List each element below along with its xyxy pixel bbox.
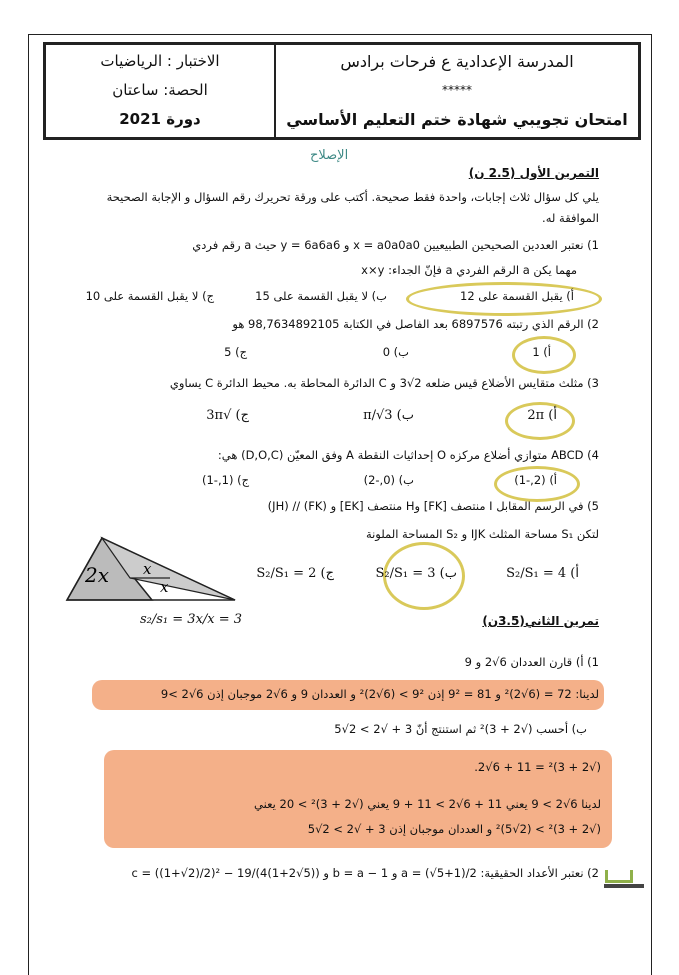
page-mark-icon (605, 870, 633, 883)
header-right (276, 45, 638, 137)
subject: الاختبار : الرياضيات (100, 52, 220, 70)
q4-option-c: ج) (1,-1) (201, 473, 249, 487)
handwritten-answer: s₂/s₁ = 3x/x = 3 (140, 612, 243, 627)
session: دورة 2021 (119, 110, 201, 128)
fig-label: 2x (85, 563, 110, 587)
q4-option-b: ب) (0,-2) (363, 473, 414, 487)
q5-option-b: ب) S₂/S₁ = 3 (375, 566, 457, 581)
q5-option-c: ج) S₂/S₁ = 2 (256, 566, 334, 581)
ex2-answer-2-line1: (√2 + 3)² = 11 + 6√2. (474, 760, 601, 774)
q4-option-a: أ) (2,-1) (514, 473, 557, 487)
q2-option-b: ب) 0 (382, 345, 409, 359)
q3-option-c: ج) √3π (206, 408, 249, 423)
q2-statement: 2) الرقم الذي رتبته 6897576 بعد الفاصل في الكتابة 98,7634892105 هو (232, 317, 599, 331)
exam-title: امتحان تجويبي شهادة ختم التعليم الأساسي (286, 110, 628, 129)
q5-statement-2: لتكن S₁ مساحة المثلث IJK و S₂ المساحة الملونة (365, 527, 599, 541)
q5-option-a: أ) S₂/S₁ = 4 (506, 566, 579, 581)
q1-statement-2: مهما يكن a الرقم الفردي a فإنّ الجداء: x×y (361, 263, 577, 277)
exam-header (43, 42, 641, 140)
fig-label: x (143, 560, 152, 578)
q2-option-c: ج) 5 (224, 345, 247, 359)
q1-option-a: أ) يقبل القسمة على 12 (460, 289, 574, 303)
ex1-title: التمرين الأول (2.5 ن) (468, 166, 599, 180)
stars: ***** (442, 83, 472, 97)
q1-statement: 1) نعتبر العددين الصحيحين الطبيعيين x = a0a0a0 و y = 6a6a6 حيث a رقم فردي (192, 238, 599, 252)
ex2-q1a: 1) أ) قارن العددان 6√2 و 9 (464, 655, 599, 669)
ex2-q1b: ب) أحسب (√2 + 3)² ثم استنتج أنّ 3 + √2 > 2√5 (334, 722, 587, 736)
fig-label: x (160, 578, 169, 596)
ex2-answer-2-line3: (√2 + 3)² > (2√5)² و العددان موجبان إذن 3 + √2 > 2√5 (307, 822, 601, 836)
q3-option-a: أ) 2π (527, 408, 557, 423)
triangle-figure (55, 530, 245, 605)
divider (604, 884, 644, 888)
ex2-answer-1: لدينا: 72 = (6√2)² و 81 = 9² إذن 9² > (6√2)² و العددان 9 و 6√2 موجبان إذن 6√2 >9 (160, 687, 599, 701)
ex2-title: تمرين الثاني(3.5ن) (482, 614, 599, 628)
q1-option-b: ب) لا يقبل القسمة على 15 (255, 289, 387, 303)
duration: الحصة: ساعتان (112, 81, 208, 99)
q5-statement: 5) في الرسم المقابل I منتصف [FK] وH منتصف [EK] و (FK) // (JH) (267, 499, 599, 513)
ex1-instructions-2: الموافقة له. (542, 211, 599, 225)
ex2-answer-2-line2: لدينا 6√2 > 9 يعني 11 + 6√2 > 11 + 9 يعني (√2 + 3)² > 20 يعني (254, 797, 601, 811)
correction-label: الإصلاح (310, 148, 349, 163)
q2-option-a: أ) 1 (532, 345, 551, 359)
q4-statement: 4) ABCD متوازي أضلاع مركزه O إحداثيات النقطة A وفق المعيّن (D,O,C) هي: (217, 448, 599, 462)
q3-option-b: ب) π/√3 (363, 408, 414, 423)
school-name: المدرسة الإعدادية ع فرحات برادس (340, 52, 574, 71)
ex1-instructions-1: يلي كل سؤال ثلاث إجابات، واحدة فقط صحيحة. أكتب على ورقة تحريرك رقم السؤال و الإجابة الصحيحة (106, 190, 599, 204)
q1-option-c: ج) لا يقبل القسمة على 10 (85, 289, 214, 303)
header-left (46, 45, 276, 137)
ex2-q2: 2) نعتبر الأعداد الحقيقية: a = (√5+1)/2 و b = a − 1 و c = ((1+√2)/2)² − 19/(4(1+2√5)) (131, 866, 599, 880)
q3-statement: 3) مثلث متقايس الأضلاع قيس ضلعه 2√3 و C الدائرة المحاطة به. محيط الدائرة C يساوي (169, 376, 599, 390)
